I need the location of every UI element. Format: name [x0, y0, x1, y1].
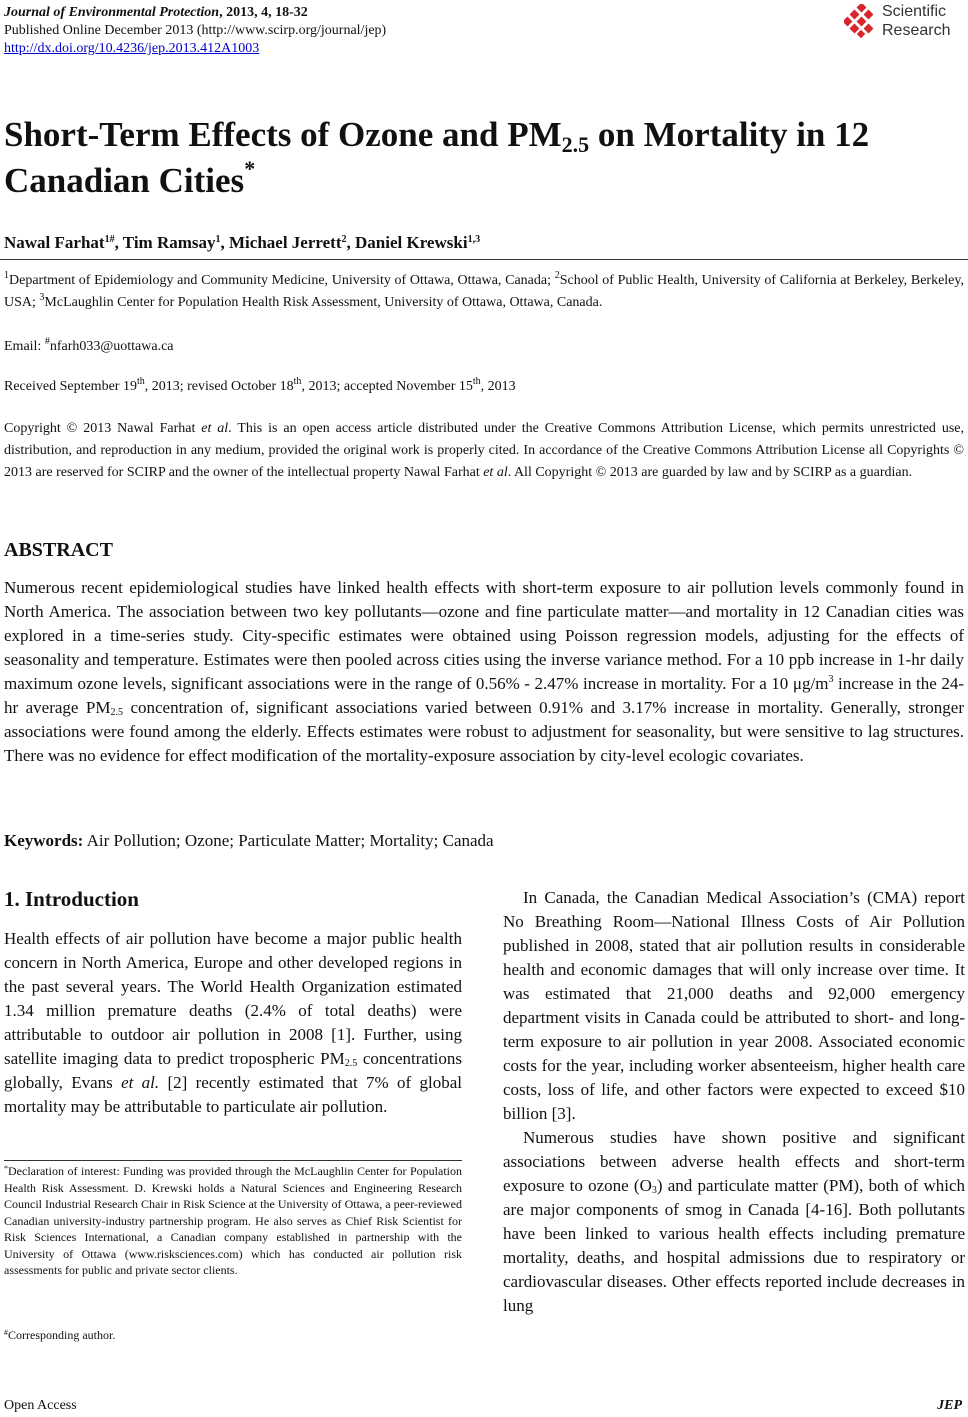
affil-mark: 3	[39, 292, 45, 303]
doi-link[interactable]: http://dx.doi.org/10.4236/jep.2013.412A1003	[4, 41, 260, 56]
left-column	[4, 885, 462, 1119]
copyright-text: . All Copyright © 2013 are guarded by law and by SCIRP as a guardian.	[507, 465, 913, 480]
author-divider	[0, 259, 968, 260]
superscript: 3	[828, 674, 834, 685]
scientific-research-logo	[844, 2, 964, 42]
footnote-text: Declaration of interest: Funding was provided through the McLaughlin Center for Population Health Risk Assessment. D. Krewski holds a Natural Sciences and Engineering Research Council Industrial Research Chair in Risk Science at the University of Ottawa, a peer-reviewed Canadian university-industry partnership program. He also serves as Chief Risk Scientist for Risk Sciences International, a Canadian company established in partnership with the University of Ottawa (www.risksciences.com) which has conducted air pollution risk assessments for public and private sector clients.	[4, 1164, 462, 1277]
accepted-text: , 2013; accepted November 15	[301, 379, 473, 394]
email-address[interactable]: nfarh033@uottawa.ca	[49, 339, 174, 354]
abstract-text: concentration of, significant associations varied between 0.91% and 3.17% increase in mortality. Generally, stronger associations were found among the elderly. Effects estimates were robust to adjustment for seasonality, but were sensitive to lag structures. There was no evidence for effect modification of the mortality-exposure association by city-level ecologic covariates.	[4, 698, 965, 765]
ordinal: th	[472, 376, 481, 387]
paragraph-text: concentrations globally, Evans	[4, 1049, 462, 1092]
author-list	[4, 232, 480, 254]
intro-paragraph-1	[4, 927, 462, 1119]
year-text: , 2013	[480, 379, 516, 394]
received-dates	[4, 376, 516, 398]
paragraph-text: ) and particulate matter (PM), both of which are major components of smog in Canada [4-16]. Both pollutants have been linked to various health effects including premature mortality, deaths, and hospital admissions due to respiratory or cardiovascular diseases. Other effects reported include decreases in lung	[503, 1176, 966, 1315]
author: Daniel Krewski	[355, 233, 468, 252]
affiliations	[4, 270, 964, 314]
section-heading: 1. Introduction	[4, 887, 139, 911]
title-footnote-mark: *	[244, 156, 256, 181]
footnote-divider	[4, 1160, 462, 1161]
paragraph-text: [2] recently estimated that 7% of global mortality may be attributable to particulate air pollution.	[4, 1073, 462, 1116]
logo-mark-icon	[844, 4, 878, 38]
et-al: et al	[483, 465, 508, 480]
logo-text	[882, 2, 950, 40]
et-al: et al.	[121, 1073, 160, 1092]
author-affil-mark: 1,3	[467, 234, 481, 245]
copyright-notice	[4, 418, 964, 484]
intro-paragraph-2: In Canada, the Canadian Medical Association’s (CMA) report No Breathing Room—National Illness Costs of Air Pollution published in 2008, stated that air pollution results in considerable health and economic damages that will only increase over time. It was estimated that 21,000 deaths and 92,000 emergency department visits in Canada could be attributed to short- and long-term exposure to air pollution in year 2008. Associated economic costs for the year, including worker absenteeism, higher health care costs, loss of life, and other factors were expected to exceed $10 billion [3].	[503, 888, 965, 1123]
copyright-text: Copyright © 2013 Nawal Farhat	[4, 421, 202, 436]
affiliation-1: Department of Epidemiology and Community Medicine, University of Ottawa, Ottawa, Canada;	[9, 273, 555, 288]
subscript: 2.5	[344, 1058, 358, 1069]
affil-mark: 2	[554, 270, 560, 281]
title-part2: on Mortality in 12 Canadian Cities	[4, 115, 870, 200]
author-separator: ,	[220, 233, 230, 252]
abstract-text: increase in the 24-hr average PM	[4, 674, 964, 717]
received-text: Received September 19	[4, 379, 137, 394]
subscript: 3	[651, 1185, 657, 1196]
affiliation-2: School of Public Health, University of California at Berkeley, Berkeley, USA;	[4, 273, 964, 310]
email-line	[4, 336, 174, 358]
logo-line2: Research	[882, 22, 951, 39]
abstract-body	[4, 576, 964, 768]
intro-paragraph-3	[503, 1126, 965, 1318]
footer-open-access: Open Access	[4, 1398, 77, 1413]
footer-journal-abbrev: JEP	[937, 1398, 962, 1413]
author-separator: ,	[346, 233, 355, 252]
affiliation-3: McLaughlin Center for Population Health Risk Assessment, University of Ottawa, Ottawa, Canada.	[44, 295, 603, 310]
title-part1: Short-Term Effects of Ozone and PM	[4, 115, 562, 154]
author-affil-mark: 1#	[104, 234, 115, 245]
journal-name: Journal of Environmental Protection	[4, 5, 220, 20]
volume-info: , 2013, 4, 18-32	[219, 5, 308, 20]
journal-line	[4, 4, 386, 22]
footnote-declaration	[4, 1163, 462, 1279]
logo-line1: Scientific	[882, 3, 947, 20]
ordinal: th	[293, 376, 302, 387]
author-affil-mark: 2	[341, 234, 347, 245]
author-separator: ,	[114, 233, 123, 252]
paragraph-text: Health effects of air pollution have become a major public health concern in North America, Europe and other developed regions in the past several years. The World Health Organization estimated 1.34 million premature deaths (2.4% of total deaths) were attributable to outdoor air pollution in 2008 [1]. Further, using satellite imaging data to predict tropospheric PM	[4, 929, 462, 1068]
footnote-mark: #	[4, 1328, 8, 1337]
author: Nawal Farhat	[4, 233, 105, 252]
journal-header	[4, 4, 386, 58]
keywords	[4, 829, 494, 853]
revised-text: , 2013; revised October 18	[144, 379, 294, 394]
paper-title	[4, 112, 962, 204]
right-column	[503, 886, 965, 1318]
paragraph-text: Numerous studies have shown positive and significant associations between adverse health effects and short-term exposure to ozone (O	[503, 1128, 965, 1195]
ordinal: th	[136, 376, 145, 387]
author: Tim Ramsay	[122, 233, 216, 252]
author-affil-mark: 1	[215, 234, 221, 245]
keywords-text: Air Pollution; Ozone; Particulate Matter; Mortality; Canada	[83, 831, 494, 850]
keywords-label: Keywords:	[4, 831, 84, 850]
author: Michael Jerrett	[229, 233, 342, 252]
email-mark: #	[44, 336, 50, 347]
footnote-mark: *	[4, 1164, 8, 1173]
footnote-corresponding	[4, 1327, 462, 1344]
footnote-text: Corresponding author.	[8, 1328, 116, 1342]
abstract-heading: ABSTRACT	[4, 539, 113, 561]
copyright-text: . This is an open access article distributed under the Creative Commons Attribution License, which permits unrestricted use, distribution, and reproduction in any medium, provided the original work is properly cited. In accordance of the Creative Commons Attribution License all Copyrights © 2013 are reserved for SCIRP and the owner of the intellectual property Nawal Farhat	[4, 421, 964, 480]
published-line: Published Online December 2013 (http://www.scirp.org/journal/jep)	[4, 23, 387, 38]
email-label: Email:	[4, 339, 45, 354]
affil-mark: 1	[4, 270, 9, 281]
title-sub: 2.5	[561, 132, 590, 157]
abstract-text: Numerous recent epidemiological studies have linked health effects with short-term exposure to air pollution levels commonly found in North America. The association between two key pollutants—ozone and fine particulate matter—and mortality in 12 Canadian cities was explored in a time-series study. City-specific estimates were obtained using Poisson regression models, adjusting for the effects of seasonality and temperature. Estimates were then pooled across cities using the inverse variance method. For a 10 ppb increase in 1-hr daily maximum ozone levels, significant associations were in the range of 0.56% - 2.47% increase in mortality. For a 10 μg/m	[4, 578, 964, 693]
et-al: et al	[201, 421, 229, 436]
subscript: 2.5	[110, 707, 123, 718]
